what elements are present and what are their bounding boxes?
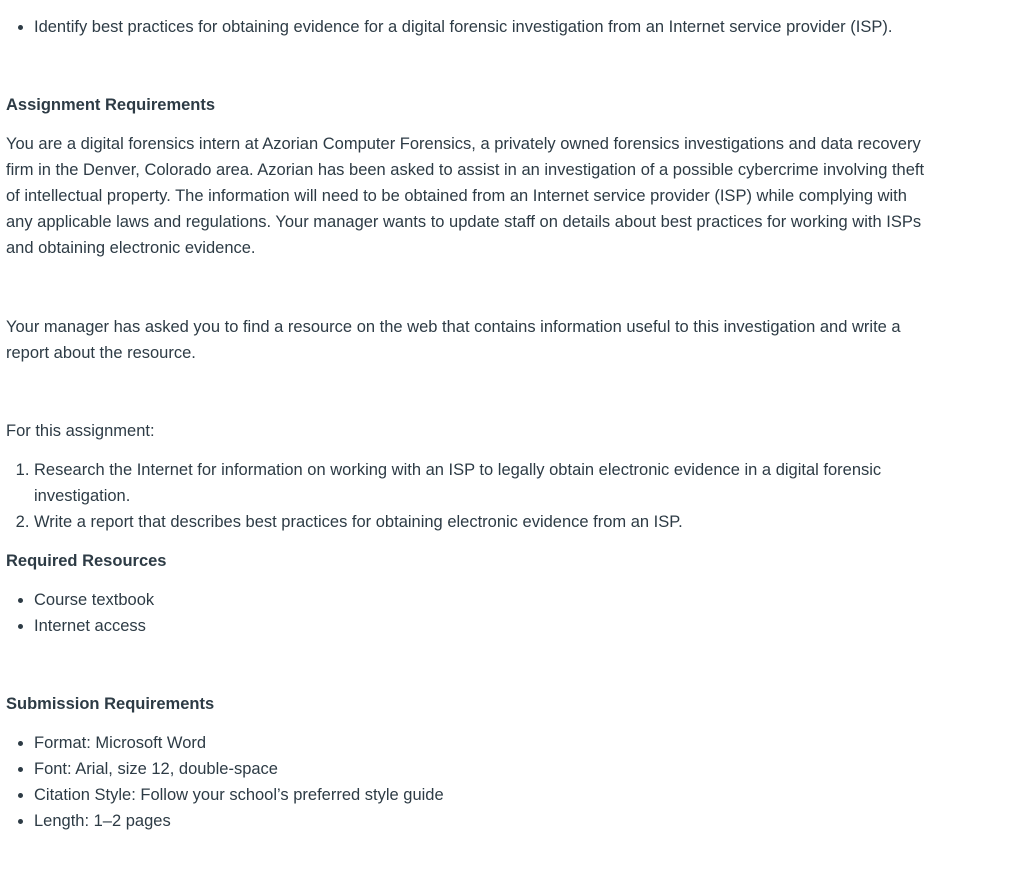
step-item: 2. Write a report that describes best practices for obtaining electronic evidence from an ISP. <box>34 509 914 535</box>
resource-item: • Internet access <box>34 613 1024 639</box>
objectives-list <box>6 14 934 40</box>
submission-requirements-heading: Submission Requirements <box>6 695 215 713</box>
submission-requirements-list <box>6 730 1024 834</box>
task-paragraph: Your manager has asked you to find a resource on the web that contains information useful to this investigation and write a report about the resource. <box>6 318 901 362</box>
assignment-steps-list <box>6 457 914 535</box>
step-item: 1. Research the Internet for information on working with an ISP to legally obtain electronic evidence in a digital forensic investigation. <box>34 457 914 509</box>
submission-item: • Length: 1–2 pages <box>34 808 1024 834</box>
objective-item: • Identify best practices for obtaining evidence for a digital forensic investigation from an Internet service provider (ISP). <box>34 14 934 40</box>
resource-item: • Course textbook <box>34 587 1024 613</box>
scenario-paragraph: You are a digital forensics intern at Azorian Computer Forensics, a privately owned forensics investigations and data recovery firm in the Denver, Colorado area. Azorian has been asked to assist in an investigation of a possible cybercrime involving theft of intellectual property. The information will need to be obtained from an Internet service provider (ISP) while complying with any applicable laws and regulations. Your manager wants to update staff on details about best practices for working with ISPs and obtaining electronic evidence. <box>6 135 925 257</box>
required-resources-list <box>6 587 1024 639</box>
submission-item: • Font: Arial, size 12, double-space <box>34 756 1024 782</box>
submission-item: • Format: Microsoft Word <box>34 730 1024 756</box>
assignment-intro: For this assignment: <box>6 422 155 440</box>
submission-item: • Citation Style: Follow your school’s preferred style guide <box>34 782 1024 808</box>
required-resources-heading: Required Resources <box>6 552 167 570</box>
assignment-requirements-heading: Assignment Requirements <box>6 96 216 114</box>
